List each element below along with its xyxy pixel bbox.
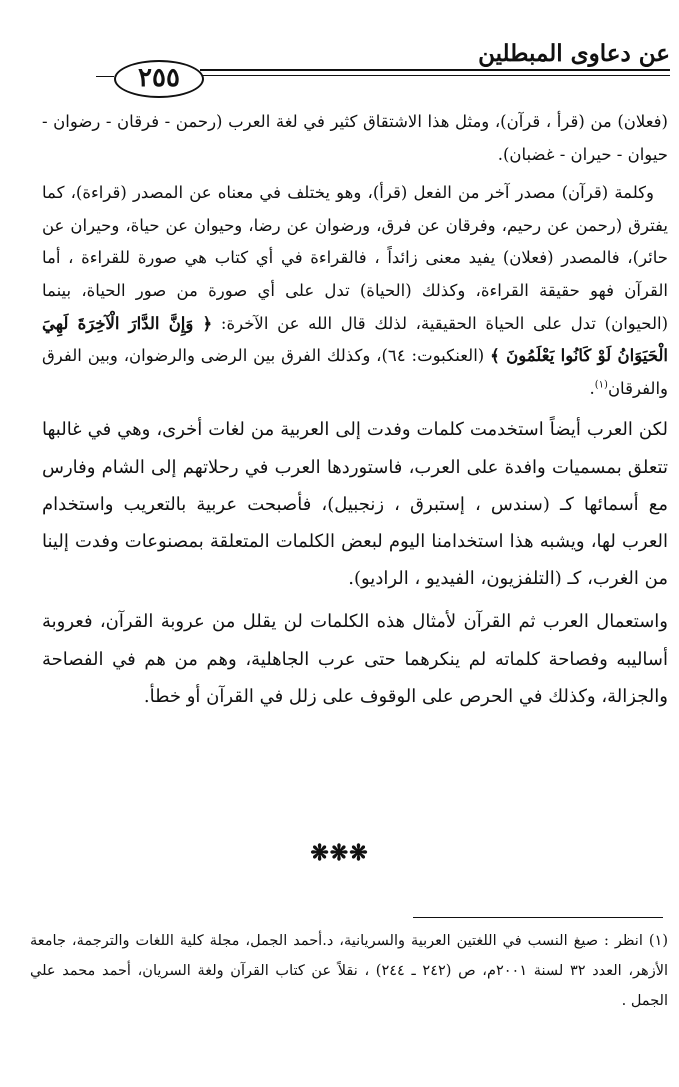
footnote: (١) انظر : صيغ النسب في اللغتين العربية والسريانية، د.أحمد الجمل، مجلة كلية اللغات والترجمة، جامعة الأزهر، العدد ٣٢ لسنة ٢٠٠١م، ص (٢٤٢ ـ ٢٤٤) ، نقلاً عن كتاب القرآن ولغة السريان، أحمد محمد علي الجمل . (30, 933, 668, 1009)
running-header-title: عن دعاوى المبطلين (478, 40, 670, 67)
running-header (96, 38, 670, 93)
header-rule-thin (200, 75, 670, 76)
footnote-reference: (١) (594, 379, 608, 391)
paragraph-text: وكلمة (قرآن) مصدر آخر من الفعل (قرأ)، وهو يختلف في معناه عن المصدر (قراءة)، كما يفترق (رحمن عن رحيم، وفرقان عن فرق، ورضوان عن رضا، وحيوان عن حياة، وحيران عن حائر)، فالمصدر (فعلان) يفيد معنى زائداً ، فالقراءة في أي كتاب هي صورة للقراءة ، أما القرآن فهو حقيقة القراءة، وكذلك (الحياة) تدل على أي صورة من صور الحياة، بينما (الحيوان) تدل على الحياة الحقيقية، لذلك قال الله عن الآخرة: (42, 183, 669, 333)
verse-citation: (العنكبوت: ٦٤)، وكذلك الفرق بين الرضى والرضوان، وبين الفرق والفرقان (42, 346, 668, 398)
quran-verse: ﴿ وَإِنَّ الدَّارَ الْآخِرَةَ لَهِيَ الْحَيَوَانُ لَوْ كَانُوا يَعْلَمُونَ ﴾ (42, 313, 669, 366)
paragraph: واستعمال العرب ثم القرآن لأمثال هذه الكلمات لن يقلل من عروبة القرآن، فعروبة أساليبه وفصاحة كلماته لم ينكرهما حتى عرب الجاهلية، وهم من هم في الفصاحة والجزالة، وكذلك في الحرص على الوقوف على زلل في القرآن أو خطأ. (42, 611, 668, 707)
header-rule-left (96, 76, 114, 77)
main-text (42, 106, 668, 721)
paragraph: (فعلان) من (قرأ ، قرآن)، ومثل هذا الاشتقاق كثير في لغة العرب (رحمن - فرقان - رضوان - حيوان - حيران - غضبان). (42, 112, 668, 164)
section-separator: ❋❋❋ (310, 840, 369, 866)
footnotes (30, 926, 668, 1016)
paragraph-with-verse: وكلمة (قرآن) مصدر آخر من الفعل (قرأ)، وهو يختلف في معناه عن المصدر (قراءة)، كما يفترق (رحمن عن رحيم، وفرقان عن فرق، ورضوان عن رضا، وحيوان عن حياة، وحيران عن حائر)، فالمصدر (فعلان) يفيد معنى زائداً ، فالقراءة في أي كتاب هي صورة للقراءة ، أما القرآن فهو حقيقة القراءة، وكذلك (الحياة) تدل على أي صورة من صور الحياة، بينما (الحيوان) تدل على الحياة الحقيقية، لذلك قال الله عن الآخرة: ﴿ وَإِنَّ الدَّارَ الْآخِرَةَ لَهِيَ الْحَيَوَانُ لَوْ كَانُوا يَعْلَمُونَ ﴾ (العنكبوت: ٦٤)، وكذلك الفرق بين الرضى والرضوان، وبين الفرق والفرقان$^{(١)}$. (42, 183, 669, 398)
page-number: ٢٥٥ (114, 60, 204, 98)
header-rule (200, 69, 670, 71)
footnote-divider (413, 917, 663, 918)
paragraph: لكن العرب أيضاً استخدمت كلمات وفدت إلى العربية من لغات أخرى، وهي في غالبها تتعلق بمسميات وافدة على العرب، فاستوردها العرب في رحلاتهم إلى الشام وفارس مع أسمائها كـ (سندس ، إستبرق ، زنجبيل)، فأصبحت عربية بالتعريب واستخدام العرب لها، ويشبه هذا استخدامنا اليوم لبعض الكلمات المتعلقة بمصنوعات وفدت إلينا من الغرب، كـ (التلفزيون، الفيديو ، الراديو). (42, 419, 669, 590)
